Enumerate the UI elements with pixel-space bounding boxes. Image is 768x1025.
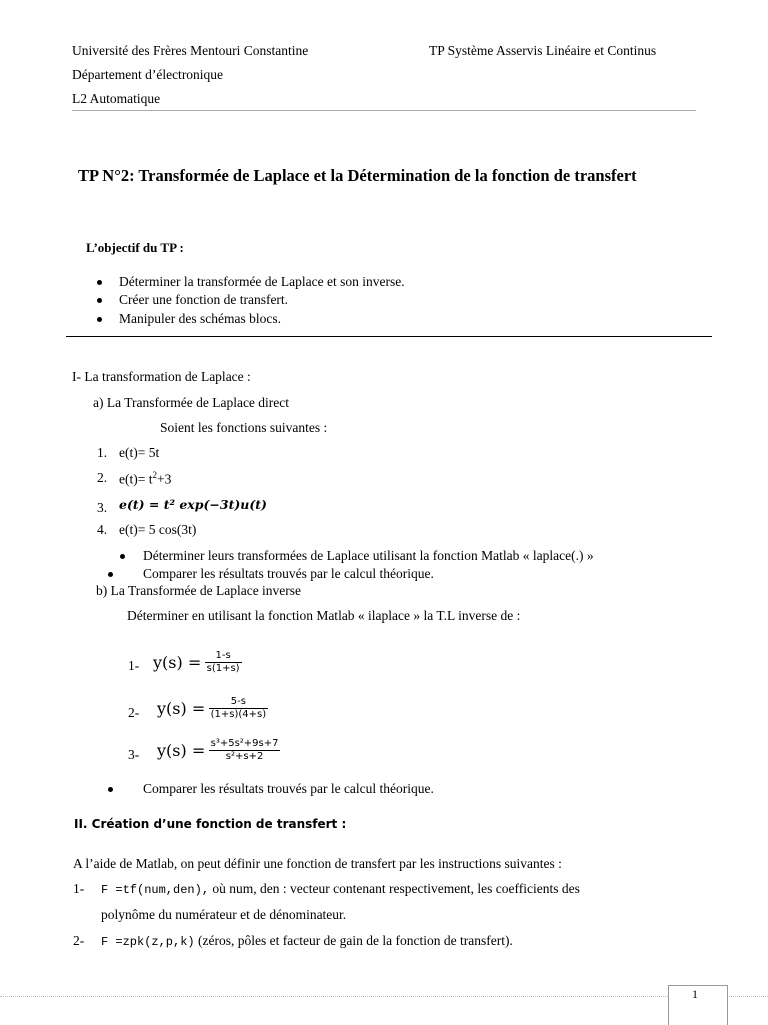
header-course: TP Système Asservis Linéaire et Continus	[429, 43, 657, 58]
page-number: 1	[692, 987, 698, 1001]
inverse-fraction	[209, 696, 269, 721]
function-number: 3.	[97, 500, 108, 515]
numerator: s³+5s²+9s+7	[210, 738, 279, 749]
objectives-heading: L’objectif du TP :	[86, 240, 184, 255]
section2-intro: A l’aide de Matlab, on peut définir une fonction de transfert par les instructions suivantes :	[73, 856, 562, 871]
page-number-box	[668, 985, 728, 1025]
subsection-a-heading: a) La Transformée de Laplace direct	[93, 395, 290, 410]
code-snippet: F =tf(num,den),	[101, 883, 210, 897]
instruction-text: où num, den : vecteur contenant respectivement, les coefficients des	[209, 881, 580, 896]
header-university: Université des Frères Mentouri Constantine	[72, 43, 309, 58]
objective-item: Déterminer la transformée de Laplace et son inverse.	[119, 274, 405, 289]
compare-item: Comparer les résultats trouvés par le calcul théorique.	[143, 781, 434, 796]
inverse-lhs: y(s) =	[153, 653, 202, 672]
function-expression: e(t)= 5 cos(3t)	[119, 522, 197, 537]
objectives-divider	[66, 336, 712, 337]
numerator: 1-s	[205, 650, 242, 663]
task-item: Déterminer leurs transformées de Laplace utilisant la fonction Matlab « laplace(.) »	[143, 548, 594, 563]
inverse-number: 2-	[128, 705, 140, 720]
inverse-intro: Déterminer en utilisant la fonction Matlab « ilaplace » la T.L inverse de :	[127, 608, 521, 623]
function-expression	[119, 470, 171, 488]
instruction-text-continued: polynôme du numérateur et de dénominateur.	[101, 907, 347, 922]
inverse-lhs: y(s) =	[157, 741, 206, 760]
function-number: 4.	[97, 522, 108, 537]
task-item: Comparer les résultats trouvés par le calcul théorique.	[143, 566, 434, 581]
instruction-line	[101, 881, 580, 897]
functions-intro: Soient les fonctions suivantes :	[160, 420, 328, 435]
section2-heading: II. Création d’une fonction de transfert :	[74, 817, 347, 831]
function-rest: +3	[156, 471, 172, 487]
objective-item: Créer une fonction de transfert.	[119, 292, 289, 307]
function-number: 2.	[97, 470, 108, 485]
inverse-number: 3-	[128, 747, 140, 762]
bullet-icon	[108, 787, 113, 792]
code-snippet: F =zpk(z,p,k)	[101, 935, 195, 949]
bullet-icon	[97, 280, 102, 285]
header-level: L2 Automatique	[72, 91, 161, 106]
subsection-b-heading: b) La Transformée de Laplace inverse	[96, 583, 302, 598]
inverse-expression	[153, 650, 242, 675]
inverse-fraction	[205, 650, 242, 675]
footer-divider	[727, 996, 768, 997]
header-divider	[72, 110, 696, 111]
inverse-lhs: y(s) =	[157, 699, 206, 718]
bullet-icon	[97, 298, 102, 303]
inverse-fraction	[209, 738, 281, 763]
denominator: s²+s+2	[225, 751, 264, 762]
bullet-icon	[108, 572, 113, 577]
instruction-number: 2-	[73, 933, 85, 948]
footer-divider	[0, 996, 668, 997]
bullet-icon	[120, 554, 125, 559]
function-number: 1.	[97, 445, 108, 460]
denominator: s(1+s)	[206, 663, 240, 674]
inverse-expression	[157, 696, 268, 721]
instruction-number: 1-	[73, 881, 85, 896]
denominator: (1+s)(4+s)	[210, 709, 267, 720]
instruction-text: (zéros, pôles et facteur de gain de la fonction de transfert).	[194, 933, 513, 948]
bullet-icon	[97, 317, 102, 322]
page-title: TP N°2: Transformée de Laplace et la Détermination de la fonction de transfert	[78, 166, 637, 185]
function-expression-math: e(t) = t² exp(−3t)u(t)	[119, 497, 267, 512]
function-expression: e(t)= 5t	[119, 445, 160, 460]
inverse-expression	[157, 738, 280, 763]
function-exponent: 2	[152, 470, 157, 480]
header-department: Département d’électronique	[72, 67, 224, 82]
section1-heading: I- La transformation de Laplace :	[72, 369, 251, 384]
inverse-number: 1-	[128, 658, 140, 673]
objective-item: Manipuler des schémas blocs.	[119, 311, 281, 326]
instruction-line	[101, 933, 513, 949]
function-base: e(t)= t	[119, 471, 153, 487]
numerator: 5-s	[209, 696, 269, 709]
